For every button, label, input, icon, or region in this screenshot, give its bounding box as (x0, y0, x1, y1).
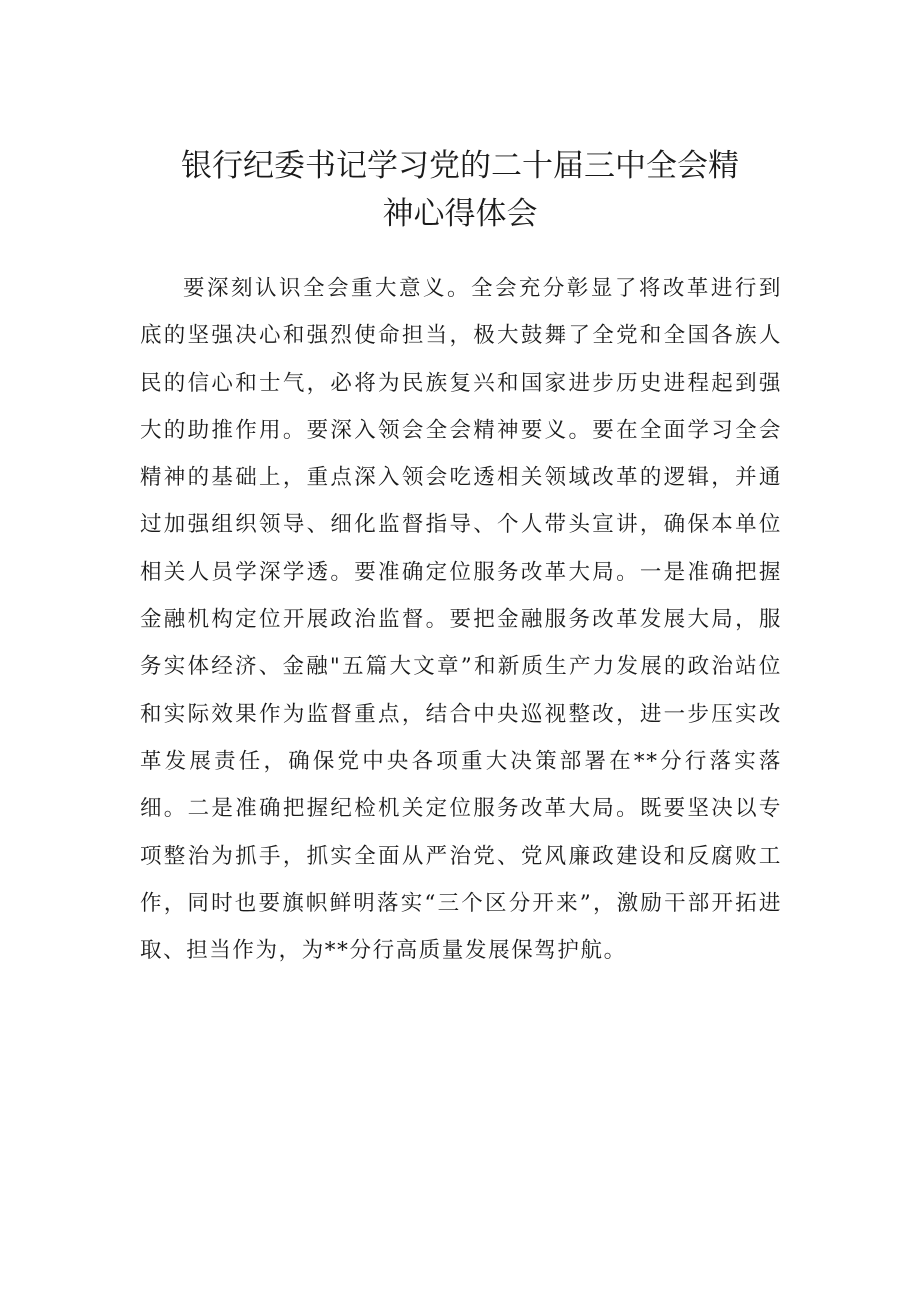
document-title (140, 142, 780, 238)
document-title-line-2: 神心得体会 (382, 196, 538, 232)
body-paragraph: 要深刻认识全会重大意义。全会充分彰显了将改革进行到底的坚强决心和强烈使命担当，极大鼓舞了全党和全国各族人民的信心和士气，必将为民族复兴和国家进步历史进程起到强大的助推作用。要深入领会全会精神要义。要在全面学习全会精神的基础上，重点深入领会吃透相关领域改革的逻辑，并通过加强组织领导、细化监督指导、个人带头宣讲，确保本单位相关人员学深学透。要准确定位服务改革大局。一是准确把握金融机构定位开展政治监督。要把金融服务改革发展大局，服务实体经济、金融"五篇大文章”和新质生产力发展的政治站位和实际效果作为监督重点，结合中央巡视整改，进一步压实改革发展责任，确保党中央各项重大决策部署在**分行落实落细。二是准确把握纪检机关定位服务改革大局。既要坚决以专项整治为抓手，抓实全面从严治党、党风廉政建设和反腐败工作，同时也要旗帜鲜明落实“三个区分开来”，激励干部开拓进取、担当作为，为**分行高质量发展保驾护航。 (140, 276, 782, 964)
document-title-line-1: 银行纪委书记学习党的二十届三中全会精 (181, 148, 739, 184)
